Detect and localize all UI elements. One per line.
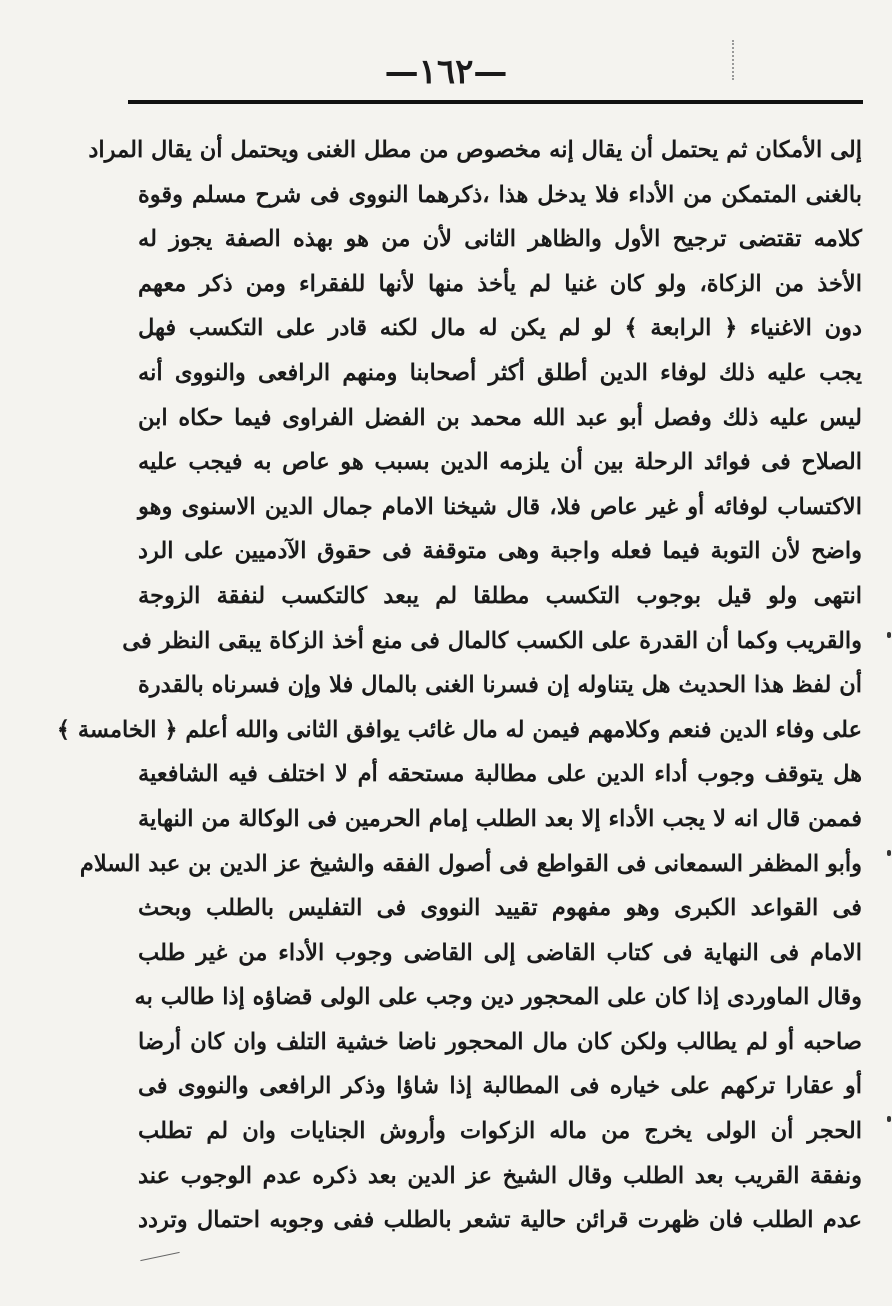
text-line: فى القواعد الكبرى وهو مفهوم تقييد النووى فى التفليس بالطلب وبحث — [138, 895, 862, 922]
text-line: يجب عليه ذلك لوفاء الدين أطلق أكثر أصحابنا ومنهم الرافعى والنووى أنه — [138, 359, 862, 386]
text-line: الاكتساب لوفائه أو غير عاص فلا، قال شيخنا الامام جمال الدين الاسنوى وهو — [138, 493, 862, 520]
text-line: فممن قال انه لا يجب الأداء إلا بعد الطلب إمام الحرمين فى الوكالة من النهاية — [138, 805, 862, 832]
text-line: ونفقة القريب بعد الطلب وقال الشيخ عز الدين بعد ذكره عدم الوجوب عند — [138, 1162, 862, 1189]
text-line: الحجر أن الولى يخرج من ماله الزكوات وأروش الجنايات وان لم تطلب — [138, 1118, 862, 1145]
text-line: أو عقارا تركهم على خياره فى المطالبة إذا شاؤا وذكر الرافعى والنووى فى — [138, 1073, 862, 1100]
text-line: انتهى ولو قيل بوجوب التكسب مطلقا لم يبعد كالتكسب لنفقة الزوجة — [138, 582, 862, 609]
text-body — [56, 128, 862, 1243]
text-line: بالغنى المتمكن من الأداء فلا يدخل هذا ،ذكرهما النووى فى شرح مسلم وقوة — [138, 181, 862, 208]
page-number: —١٦٢— — [384, 52, 508, 92]
text-line: واضح لأن التوبة فيما فعله واجبة وهى متوقفة فى حقوق الآدميين على الرد — [138, 538, 862, 565]
text-line: صاحبه أو لم يطالب ولكن كان مال المحجور ناضا خشية التلف وان كان أرضا — [138, 1028, 862, 1055]
text-line: هل يتوقف وجوب أداء الدين على مطالبة مستحقه أم لا اختلف فيه الشافعية — [138, 761, 862, 788]
text-line: وقال الماوردى إذا كان على المحجور دين وجب على الولى قضاؤه إذا طالب به — [134, 984, 862, 1011]
edge-mark — [887, 850, 891, 856]
text-line: وأبو المظفر السمعانى فى القواطع فى أصول الفقه والشيخ عز الدين بن عبد السلام — [79, 850, 862, 877]
text-line: أن لفظ هذا الحديث هل يتناوله إن فسرنا الغنى بالمال فلا وإن فسرناه بالقدرة — [138, 672, 862, 699]
header-rule — [128, 100, 863, 104]
text-line: والقريب وكما أن القدرة على الكسب كالمال فى منع أخذ الزكاة يبقى النظر فى — [122, 627, 862, 654]
text-line: ليس عليه ذلك وفصل أبو عبد الله محمد بن الفضل الفراوى فيما حكاه ابن — [138, 404, 862, 431]
text-line: الأخذ من الزكاة، ولو كان غنيا لم يأخذ منها لأنها للفقراء ومن ذكر معهم — [138, 270, 862, 297]
text-line: عدم الطلب فان ظهرت قرائن حالية تشعر بالطلب ففى وجوبه احتمال وتردد — [138, 1207, 862, 1234]
text-line: دون الاغنياء ﴿ الرابعة ﴾ لو لم يكن له مال لكنه قادر على التكسب فهل — [138, 315, 862, 342]
text-line: على وفاء الدين فنعم وكلامهم فيمن له مال غائب يوافق الثانى والله أعلم ﴿ الخامسة ﴾ — [56, 716, 862, 743]
edge-mark — [887, 1116, 891, 1122]
text-line: إلى الأمكان ثم يحتمل أن يقال إنه مخصوص من مطل الغنى ويحتمل أن يقال المراد — [88, 137, 862, 163]
text-line: الصلاح فى فوائد الرحلة بين أن يلزمه الدين بسبب هو عاص به فيجب عليه — [138, 449, 862, 476]
text-line: الامام فى النهاية فى كتاب القاضى إلى القاضى وجوب الأداء من غير طلب — [138, 939, 862, 966]
edge-mark — [887, 632, 891, 638]
pen-scratch — [140, 1252, 179, 1261]
text-line: كلامه تقتضى ترجيح الأول والظاهر الثانى لأن من هو بهذه الصفة يجوز له — [138, 226, 862, 253]
